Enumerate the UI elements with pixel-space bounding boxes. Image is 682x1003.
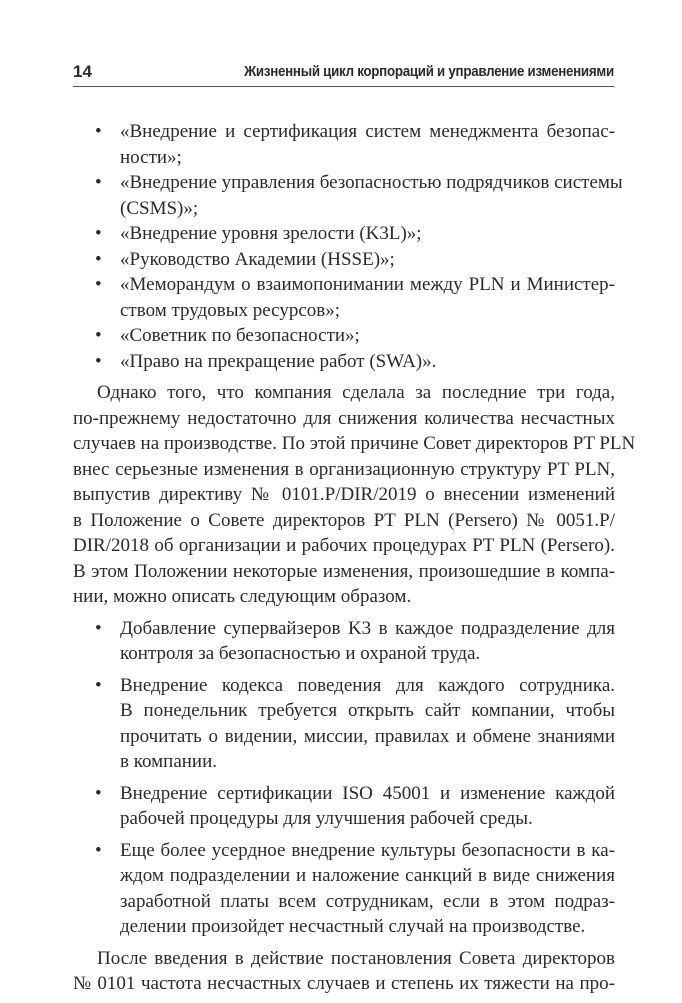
list-item xyxy=(73,838,615,940)
text-line: случаев на производстве. По этой причине Совет директоров PT PLN xyxy=(73,433,636,454)
text-line: В этом Положении некоторые изменения, произошедшие в компа- xyxy=(73,560,615,582)
list-item xyxy=(73,119,615,170)
list-item xyxy=(73,349,615,375)
paragraph xyxy=(73,380,636,610)
text-line: рабочей процедуры для улучшения рабочей среды. xyxy=(120,808,533,829)
text-line: делении произойдет несчастный случай на производстве. xyxy=(120,916,586,937)
text-line: выпустив директиву № 0101.P/DIR/2019 о внесении изменений xyxy=(73,484,615,505)
text-line: по-прежнему недостаточно для снижения количества несчастных xyxy=(73,407,615,429)
text-line: внес серьезные изменения в организационную структуру PT PLN, xyxy=(73,458,615,480)
list-item xyxy=(73,221,615,247)
text-line: (CSMS)»; xyxy=(120,197,199,219)
bullet-icon: • xyxy=(95,350,102,372)
text-line: Добавление супервайзеров K3 в каждое подразделение для xyxy=(120,617,615,639)
bullet-list-initiatives xyxy=(73,119,623,374)
text-line: № 0101 частота несчастных случаев и степень их тяжести на про- xyxy=(73,973,615,994)
bullet-icon: • xyxy=(95,121,102,142)
list-item xyxy=(73,616,615,667)
text-line: «Руководство Академии (HSSE)»; xyxy=(120,248,395,270)
text-line: в компании. xyxy=(120,751,218,772)
text-line: «Внедрение уровня зрелости (K3L)»; xyxy=(120,223,422,244)
text-line: ждом подразделении и наложение санкций в виде снижения xyxy=(120,865,615,886)
text-line: DIR/2018 об организации и рабочих процедурах PT PLN (Persero). xyxy=(73,535,615,556)
bullet-icon: • xyxy=(95,325,102,346)
list-item xyxy=(73,781,615,832)
text-line: «Советник по безопасности»; xyxy=(120,325,360,346)
bullet-icon: • xyxy=(95,274,102,295)
text-line: Внедрение сертификации ISO 45001 и изменение каждой xyxy=(120,782,615,804)
text-line: контроля за безопасностью и охраной труда. xyxy=(120,643,481,664)
paragraph xyxy=(73,946,615,997)
text-line: Однако того, что компания сделала за последние три года, xyxy=(97,382,615,403)
text-line: прочитать о видении, миссии, правилах и обмене знаниями xyxy=(120,725,615,747)
text-line: После введения в действие постановления Совета директоров xyxy=(97,947,615,969)
text-line: «Меморандум о взаимопонимании между PLN и Министер- xyxy=(120,274,615,295)
bullet-list-changes xyxy=(73,616,615,940)
page-header xyxy=(73,58,614,87)
bullet-icon: • xyxy=(95,839,102,861)
bullet-icon: • xyxy=(95,674,102,696)
list-item xyxy=(73,170,623,221)
list-item xyxy=(73,247,615,273)
running-title: Жизненный цикл корпораций и управление изменениями xyxy=(244,64,614,80)
text-line: ством трудовых ресурсов»; xyxy=(120,299,341,321)
text-line: Еще более усердное внедрение культуры безопасности в ка- xyxy=(120,839,615,861)
text-line: «Внедрение и сертификация систем менеджмента безопас- xyxy=(120,121,615,142)
text-line: нии, можно описать следующим образом. xyxy=(73,586,412,607)
page-body xyxy=(73,119,636,1003)
bullet-icon: • xyxy=(95,172,102,193)
bullet-icon: • xyxy=(95,248,102,270)
list-item xyxy=(73,323,615,349)
text-line: Внедрение кодекса поведения для каждого сотрудника. xyxy=(120,674,615,696)
text-line: «Право на прекращение работ (SWA)». xyxy=(120,350,437,372)
bullet-icon: • xyxy=(95,617,102,639)
list-item xyxy=(73,272,615,323)
text-line: В понедельник требуется открыть сайт компании, чтобы xyxy=(120,700,615,721)
list-item xyxy=(73,673,615,775)
bullet-icon: • xyxy=(95,223,102,244)
bullet-icon: • xyxy=(95,782,102,804)
text-line: «Внедрение управления безопасностью подрядчиков системы xyxy=(120,172,623,193)
page-number: 14 xyxy=(73,62,92,81)
text-line: ности»; xyxy=(120,146,182,168)
text-line: в Положение о Совете директоров PT PLN (Persero) № 0051.P/ xyxy=(73,509,615,531)
text-line: заработной платы всем сотрудникам, если в этом подраз- xyxy=(120,890,615,912)
